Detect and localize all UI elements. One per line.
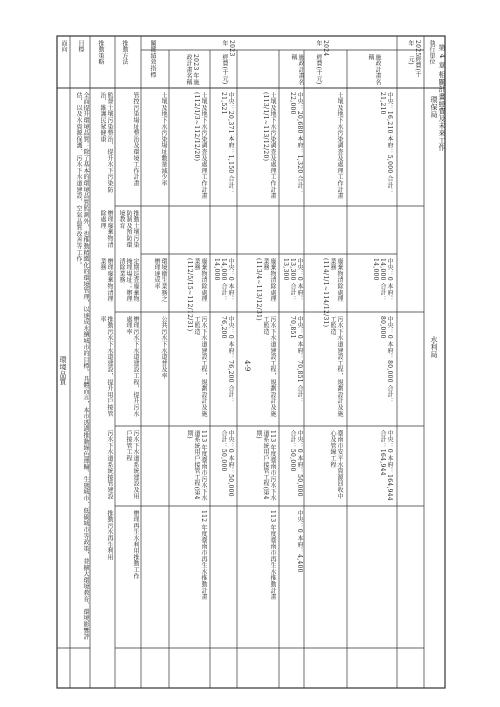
row5-project-2023: 112 年度臺南市再生水推動計畫 (200, 510, 207, 601)
rotated-table (57, 36, 445, 688)
row3-project-2023: 污水下水道建設工程，規劃設計及施工監造 (193, 316, 207, 417)
unit-water-label: 水利局 (430, 336, 438, 358)
row0-project-2023: 土壤及地下水污染調查及處理工作計畫(112/1/3~112/12/20) (193, 92, 207, 200)
row2-method: 定期巡查廢棄物掩埋場址；辦理清除業務 (118, 258, 139, 303)
row0-budget-2023: 中央：20,371 本府：1,150 合計：21,521 (220, 92, 234, 195)
row2-strategy: 辦理廢棄物清理業務 (99, 258, 113, 303)
header-budget-2025: 經費(千元) (407, 56, 421, 78)
header-project-2025: 施政計畫名稱 (367, 54, 381, 86)
row0-kpi: 土壤及地下水污染場址數量減少率 (160, 92, 167, 187)
row2-kpi: 環境衛生業務之辦理達成率 (153, 258, 167, 303)
row1-strategy: 辦理廢棄物清除處理 (99, 210, 113, 248)
row2-budget-2023: 中央：0 本府：14,000 合計：14,000 (213, 258, 234, 303)
row0-strategy: 監督土壤污染整治，提升水下污染防治，維護民眾健康 (99, 92, 113, 193)
header-executing-unit: 執行單位 (428, 40, 435, 66)
header-method: 推動方法 (121, 40, 128, 66)
row2-project-2024: 廢棄物清除處理業務(113/4~113/12/31) (255, 258, 276, 321)
row0-project-2025: 土壤及地下水污染調查及處理工作計畫 (336, 92, 343, 200)
row0-budget-2024: 中央：20,680 本府：1,320 合計：22,000 (289, 92, 303, 195)
row5-method: 辦理再生水利用推動工作 (132, 510, 139, 580)
row4-budget-2025: 中央：0 本府：164,944 合計：164,944 (379, 430, 393, 502)
row5-project-2024: 113 年度臺南市再生水推動計畫 (269, 510, 276, 601)
row3-method: 辦理污水下水道建設工程，提升污水處理率 (125, 316, 139, 417)
header-budget-2024: 經費(千元) (315, 54, 322, 85)
header-year-2023: 2023 年 (221, 40, 235, 57)
row2-project-2023: 廢棄物清除處理業務(112/5/15~112/12/31) (186, 258, 207, 332)
unit-epa-label: 環保局 (430, 96, 438, 118)
row4-project-2025: 臺南市安平水資源回收中心及管線工程 (329, 430, 343, 500)
row4-budget-2024: 中央：0 本府：50,000 合計：50,000 (289, 430, 303, 497)
row5-budget-2024: 中央：0 本府：4,400 (296, 510, 303, 573)
row3-budget-2024: 中央：0 本府：70,851 合計：70,851 (289, 316, 303, 405)
row4-project-2023: 113 年度臺南市污水下水道系統用戶接管工程(第4期) (186, 430, 207, 502)
row0-project-2024: 土壤及地下水污染調查及處理工作計畫(113/1/1~113/12/20) (262, 92, 276, 200)
row4-budget-2023: 中央：0 本府：50,000 合計：50,000 (220, 430, 234, 497)
header-area: 面向 (60, 40, 67, 53)
row3-kpi: 公共污水下水道普及率 (160, 316, 167, 379)
row2-project-2025: 廢棄物清除處理業務(114/1/1~114/12/31) (322, 258, 343, 328)
header-year-2024: 2024 年 (315, 40, 329, 57)
row4-method: 污水下水道系統建設及用戶接管工程 (125, 430, 139, 500)
header-goal: 目標 (77, 40, 84, 53)
row3-budget-2025: 中央：0 本府：80,000 合計：80,000 (379, 316, 393, 405)
header-project-2023: 2023 年施政計畫名稱 (185, 54, 199, 86)
row3-project-2025: 污水下水道建設工程，規劃設計及施工監造 (329, 316, 343, 417)
header-year-2025: 2025 年 (407, 40, 421, 57)
running-header: 第 4 章 相關計畫經費及未來工作 (438, 44, 446, 152)
row0-budget-2025: 中央：16,210 本府：5,000 合計：21,210 (379, 92, 393, 195)
header-project-2024: 施政計畫名稱 (290, 54, 304, 86)
page-number: 4-9 (243, 360, 251, 372)
header-budget-2023: 經費(千元) (221, 54, 228, 85)
row2-budget-2025: 中央：0 本府：14,000 合計：14,000 (372, 258, 393, 303)
row5-strategy: 推動污水再生利用 (106, 510, 113, 561)
row3-budget-2023: 中央：0 本府：76,200 合計：76,200 (220, 316, 234, 405)
row2-budget-2024: 中央：0 本府：13,300 合計：13,300 (282, 258, 303, 303)
goal-text: 全面提升環境品質：除了基本的環境品質監測外，也推動精緻化的環境管理，以達成永續城市的目標。具體而言，本市透過推動綠色運輸、生態城市、低碳城市等政策，並擴大環境教育、環境影響評估，以及水資源保護、污水下水道建設、空氣品質改善等工作。 (75, 92, 89, 641)
row0-method: 管控污染場址整治及環境工作計畫 (132, 92, 139, 187)
row3-project-2024: 污水下水道建設工程，規劃設計及施工監造 (262, 316, 276, 417)
row1-method: 推動土壤污染防制及預防環境教育 (118, 210, 139, 248)
header-kpi: 關鍵績效指標 (149, 40, 156, 78)
row3-strategy: 推動污水下水道建設，提升用戶接管率 (99, 316, 113, 417)
row4-project-2024: 113 年度臺南市污水下水道系統用戶接管工程(第4期) (255, 430, 276, 502)
area-label: 環境品質 (59, 356, 67, 386)
row4-strategy: 污水下水道系統接管建設 (106, 430, 113, 500)
header-strategy: 推動策略 (97, 40, 104, 66)
